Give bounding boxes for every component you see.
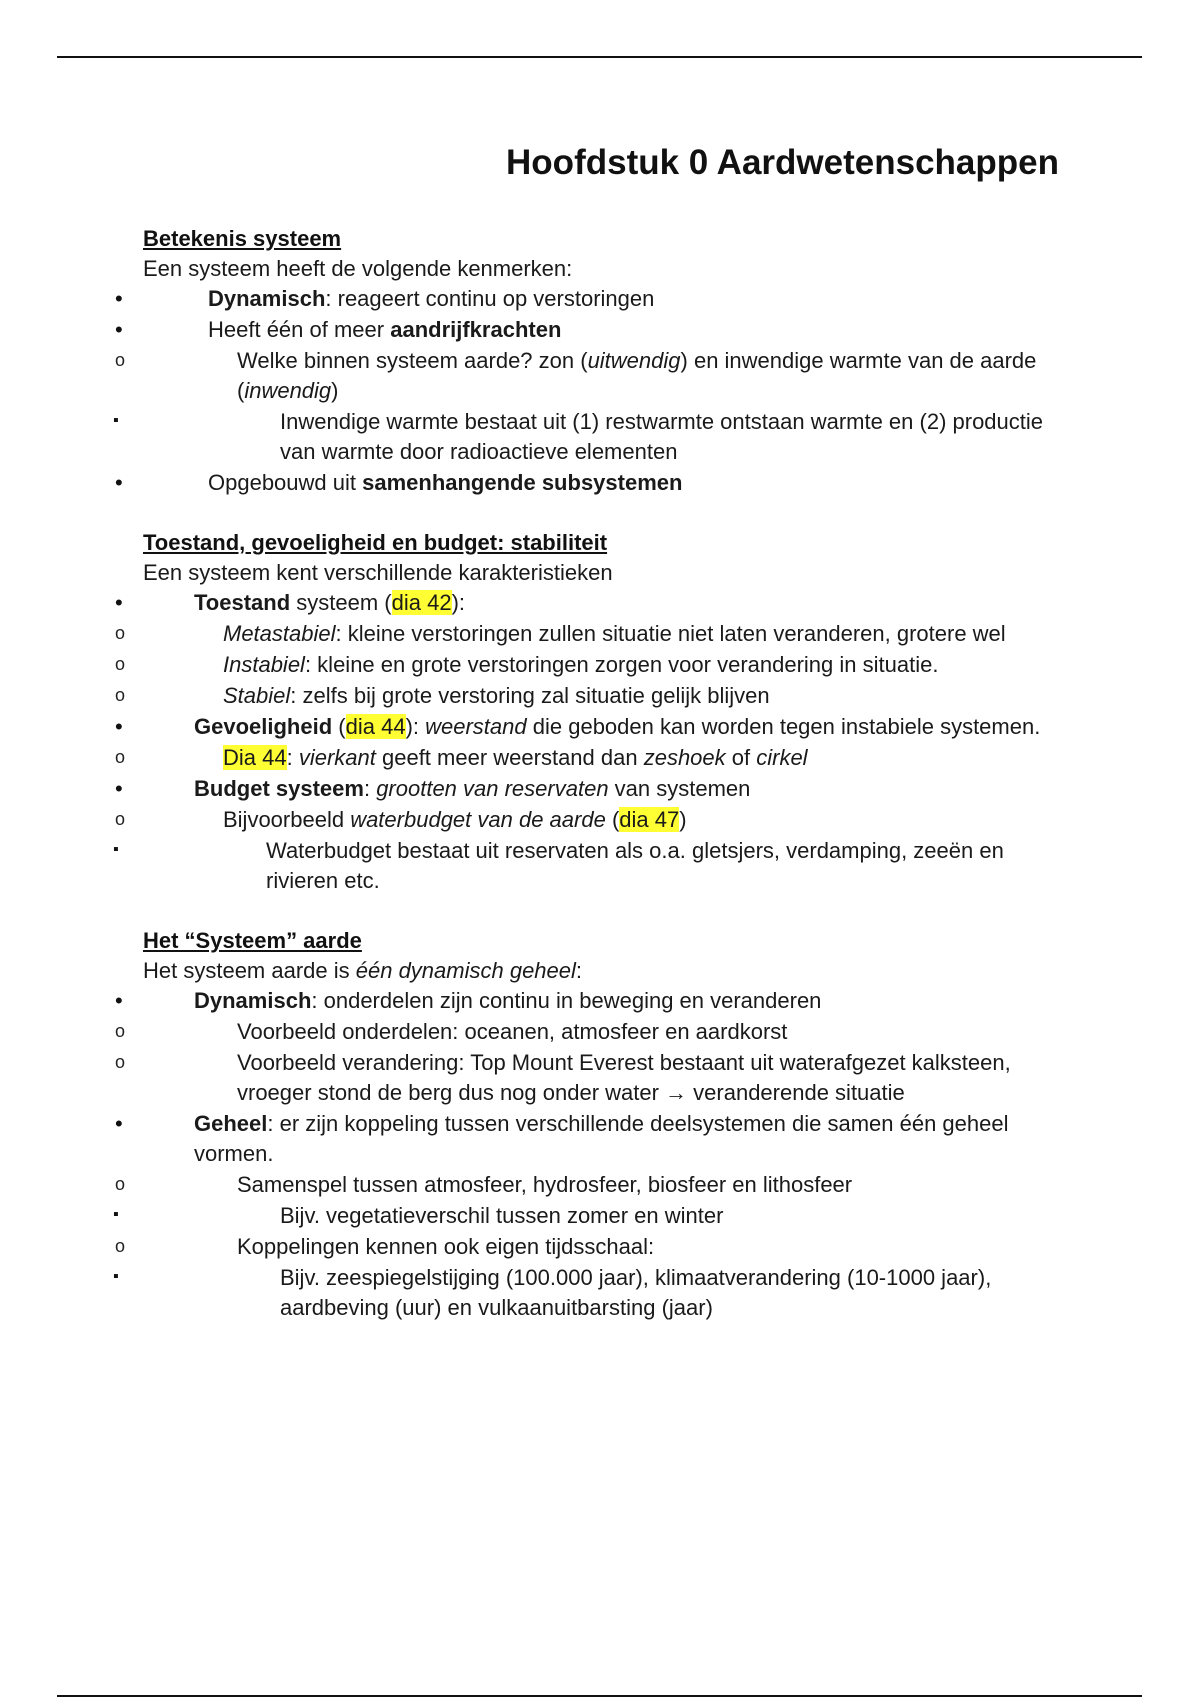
list-item: ▪ Bijv. vegetatieverschil tussen zomer en winter [143,1201,1063,1231]
bullet-list [143,986,1063,1323]
list-item: o Koppelingen kennen ook eigen tijdsschaal: [143,1232,1063,1262]
document-page [143,140,1063,1353]
section-betekenis-systeem [143,224,1063,498]
list-item: o Voorbeeld onderdelen: oceanen, atmosfeer en aardkorst [143,1017,1063,1047]
list-item: • Dynamisch: onderdelen zijn continu in beweging en veranderen [143,986,1063,1016]
list-item: o Welke binnen systeem aarde? zon (uitwendig) en inwendige warmte van de aarde (inwendig) [143,346,1063,406]
list-item: • Heeft één of meer aandrijfkrachten [143,315,1063,345]
bullet-list [143,284,1063,498]
section-toestand-gevoeligheid-budget [143,528,1063,896]
highlight: Dia 44 [223,745,287,770]
list-item: o Stabiel: zelfs bij grote verstoring zal situatie gelijk blijven [143,681,1063,711]
section-intro: Een systeem heeft de volgende kenmerken: [143,256,573,281]
top-rule [57,56,1142,58]
list-item: o Voorbeeld verandering: Top Mount Everest bestaant uit waterafgezet kalksteen, vroeger stond de berg dus nog onder water → veranderende situatie [143,1048,1063,1108]
list-item: • Opgebouwd uit samenhangende subsystemen [143,468,1063,498]
highlight: dia 42 [391,590,452,615]
page-title: Hoofdstuk 0 Aardwetenschappen [506,143,1059,182]
list-item: • Geheel: er zijn koppeling tussen verschillende deelsystemen die samen één geheel vormen. [143,1109,1063,1169]
list-item: • Toestand systeem (dia 42): [143,588,1063,618]
section-heading: Het “Systeem” aarde [143,928,362,953]
section-systeem-aarde [143,926,1063,1323]
list-item: • Dynamisch: reageert continu op verstoringen [143,284,1063,314]
section-intro: Het systeem aarde is één dynamisch geheel: [143,958,583,983]
list-item: o Bijvoorbeeld waterbudget van de aarde (dia 47) [143,805,1063,835]
list-item: ▪ Waterbudget bestaat uit reservaten als o.a. gletsjers, verdamping, zeeën en rivieren etc. [143,836,1063,896]
list-item: • Gevoeligheid (dia 44): weerstand die geboden kan worden tegen instabiele systemen. [143,712,1063,742]
list-item: o Metastabiel: kleine verstoringen zullen situatie niet laten veranderen, grotere wel [143,619,1063,649]
highlight: dia 47 [619,807,680,832]
section-heading: Toestand, gevoeligheid en budget: stabiliteit [143,530,608,555]
bullet-list [143,588,1063,896]
section-intro: Een systeem kent verschillende karakteristieken [143,560,613,585]
list-item: o Dia 44: vierkant geeft meer weerstand dan zeshoek of cirkel [143,743,1063,773]
list-item: ▪ Inwendige warmte bestaat uit (1) restwarmte ontstaan warmte en (2) productie van warmte door radioactieve elementen [143,407,1063,467]
list-item: o Instabiel: kleine en grote verstoringen zorgen voor verandering in situatie. [143,650,1063,680]
list-item: • Budget systeem: grootten van reservaten van systemen [143,774,1063,804]
bottom-rule [57,1695,1142,1697]
section-heading: Betekenis systeem [143,226,342,251]
list-item: o Samenspel tussen atmosfeer, hydrosfeer, biosfeer en lithosfeer [143,1170,1063,1200]
highlight: dia 44 [345,714,406,739]
list-item: ▪ Bijv. zeespiegelstijging (100.000 jaar), klimaatverandering (10-1000 jaar), aardbeving (uur) en vulkaanuitbarsting (jaar) [143,1263,1063,1323]
